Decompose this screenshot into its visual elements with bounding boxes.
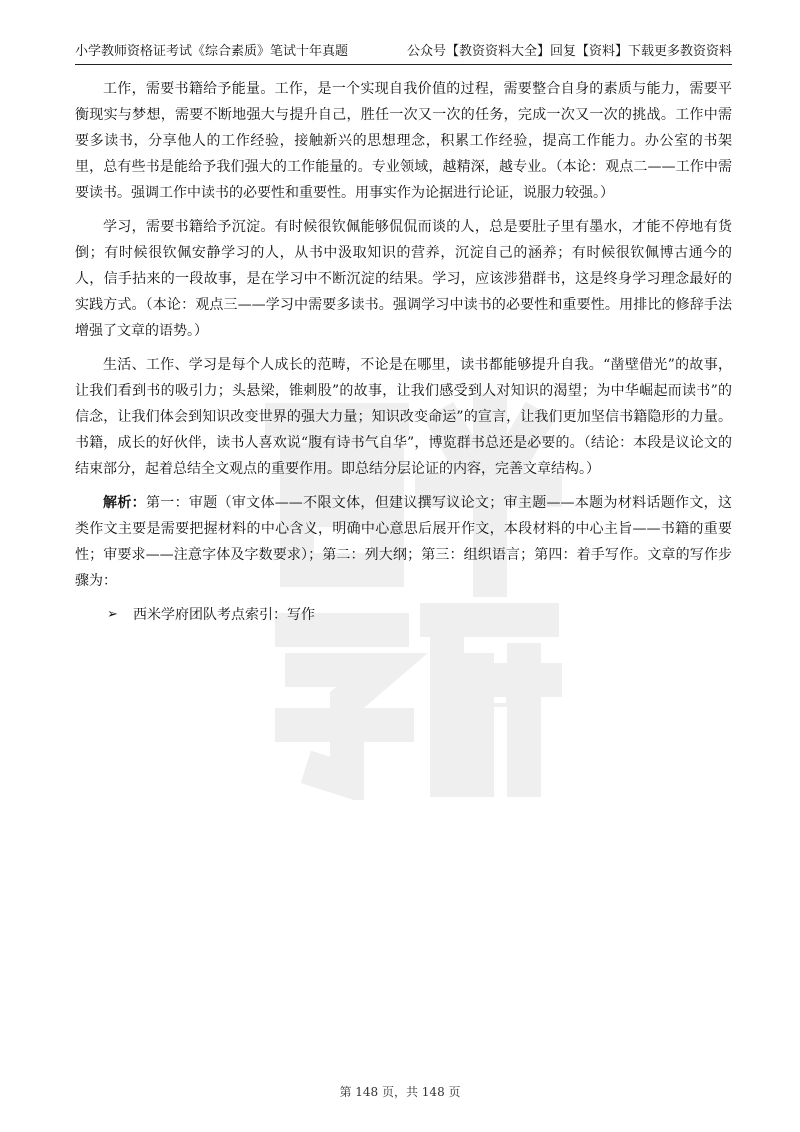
- bullet-text: 西米学府团队考点索引：写作: [133, 607, 315, 623]
- page-number: 第 148 页，共 148 页: [339, 1085, 461, 1099]
- paragraph-work: 工作，需要书籍给予能量。工作，是一个实现自我价值的过程，需要整合自身的素质与能力，需要平衡现实与梦想，需要不断地强大与提升自己，胜任一次又一次的任务，完成一次又一次的挑战。工作中需要多读书，分享他人的工作经验，接触新兴的思想理念，积累工作经验，提高工作能力。办公室的书架里，总有些书是能给予我们强大的工作能量的。专业领域，越精深，越专业。（本论：观点二——工作中需要读书。强调工作中读书的必要性和重要性。用事实作为论据进行论证，说服力较强。）: [75, 81, 732, 201]
- header-title: 小学教师资格证考试《综合素质》笔试十年真题: [75, 44, 349, 59]
- analysis-paragraph: [75, 490, 732, 594]
- arrow-bullet-icon: ➢: [107, 607, 118, 622]
- bullet-item: [75, 602, 732, 628]
- paragraph-conclusion: 生活、工作、学习是每个人成长的范畴，不论是在哪里，读书都能够提升自我。“凿壁借光”的故事，让我们看到书的吸引力；头悬梁，锥刺股”的故事，让我们感受到人对知识的渴望；为中华崛起而读书”的信念，让我们体会到知识改变世界的强大力量；知识改变命运”的宣言，让我们更加坚信书籍隐形的力量。书籍，成长的好伙伴，读书人喜欢说“腹有诗书气自华”，博览群书总还是必要的。（结论：本段是议论文的结束部分，起着总结全文观点的重要作用。即总结分层论证的内容，完善文章结构。）: [75, 357, 732, 477]
- analysis-text: 第一：审题（审文体——不限文体，但建议撰写议论文；审主题——本题为材料话题作文，这类作文主要是需要把握材料的中心含义，明确中心意思后展开作文，本段材料的中心主旨——书籍的重要性；审要求——注意字体及字数要求）；第二：列大纲；第三：组织语言；第四：着手写作。文章的写作步骤为：: [75, 495, 732, 589]
- page-header: [75, 38, 732, 65]
- analysis-label: 解析：: [103, 495, 146, 511]
- paragraph-study: 学习，需要书籍给予沉淀。有时候很钦佩能够侃侃而谈的人，总是要肚子里有墨水，才能不停地有货倒；有时候很钦佩安静学习的人，从书中汲取知识的营养，沉淀自己的涵养；有时候很钦佩博古通今的人，信手拈来的一段故事，是在学习中不断沉淀的结果。学习，应该涉猎群书，这是终身学习理念最好的实践方式。（本论：观点三——学习中需要多读书。强调学习中读书的必要性和重要性。用排比的修辞手法增强了文章的语势。）: [75, 219, 732, 339]
- header-promo: 公众号【教资资料大全】回复【资料】下载更多教资资料: [406, 44, 732, 59]
- document-body: [75, 76, 732, 628]
- page-footer: [0, 1083, 800, 1100]
